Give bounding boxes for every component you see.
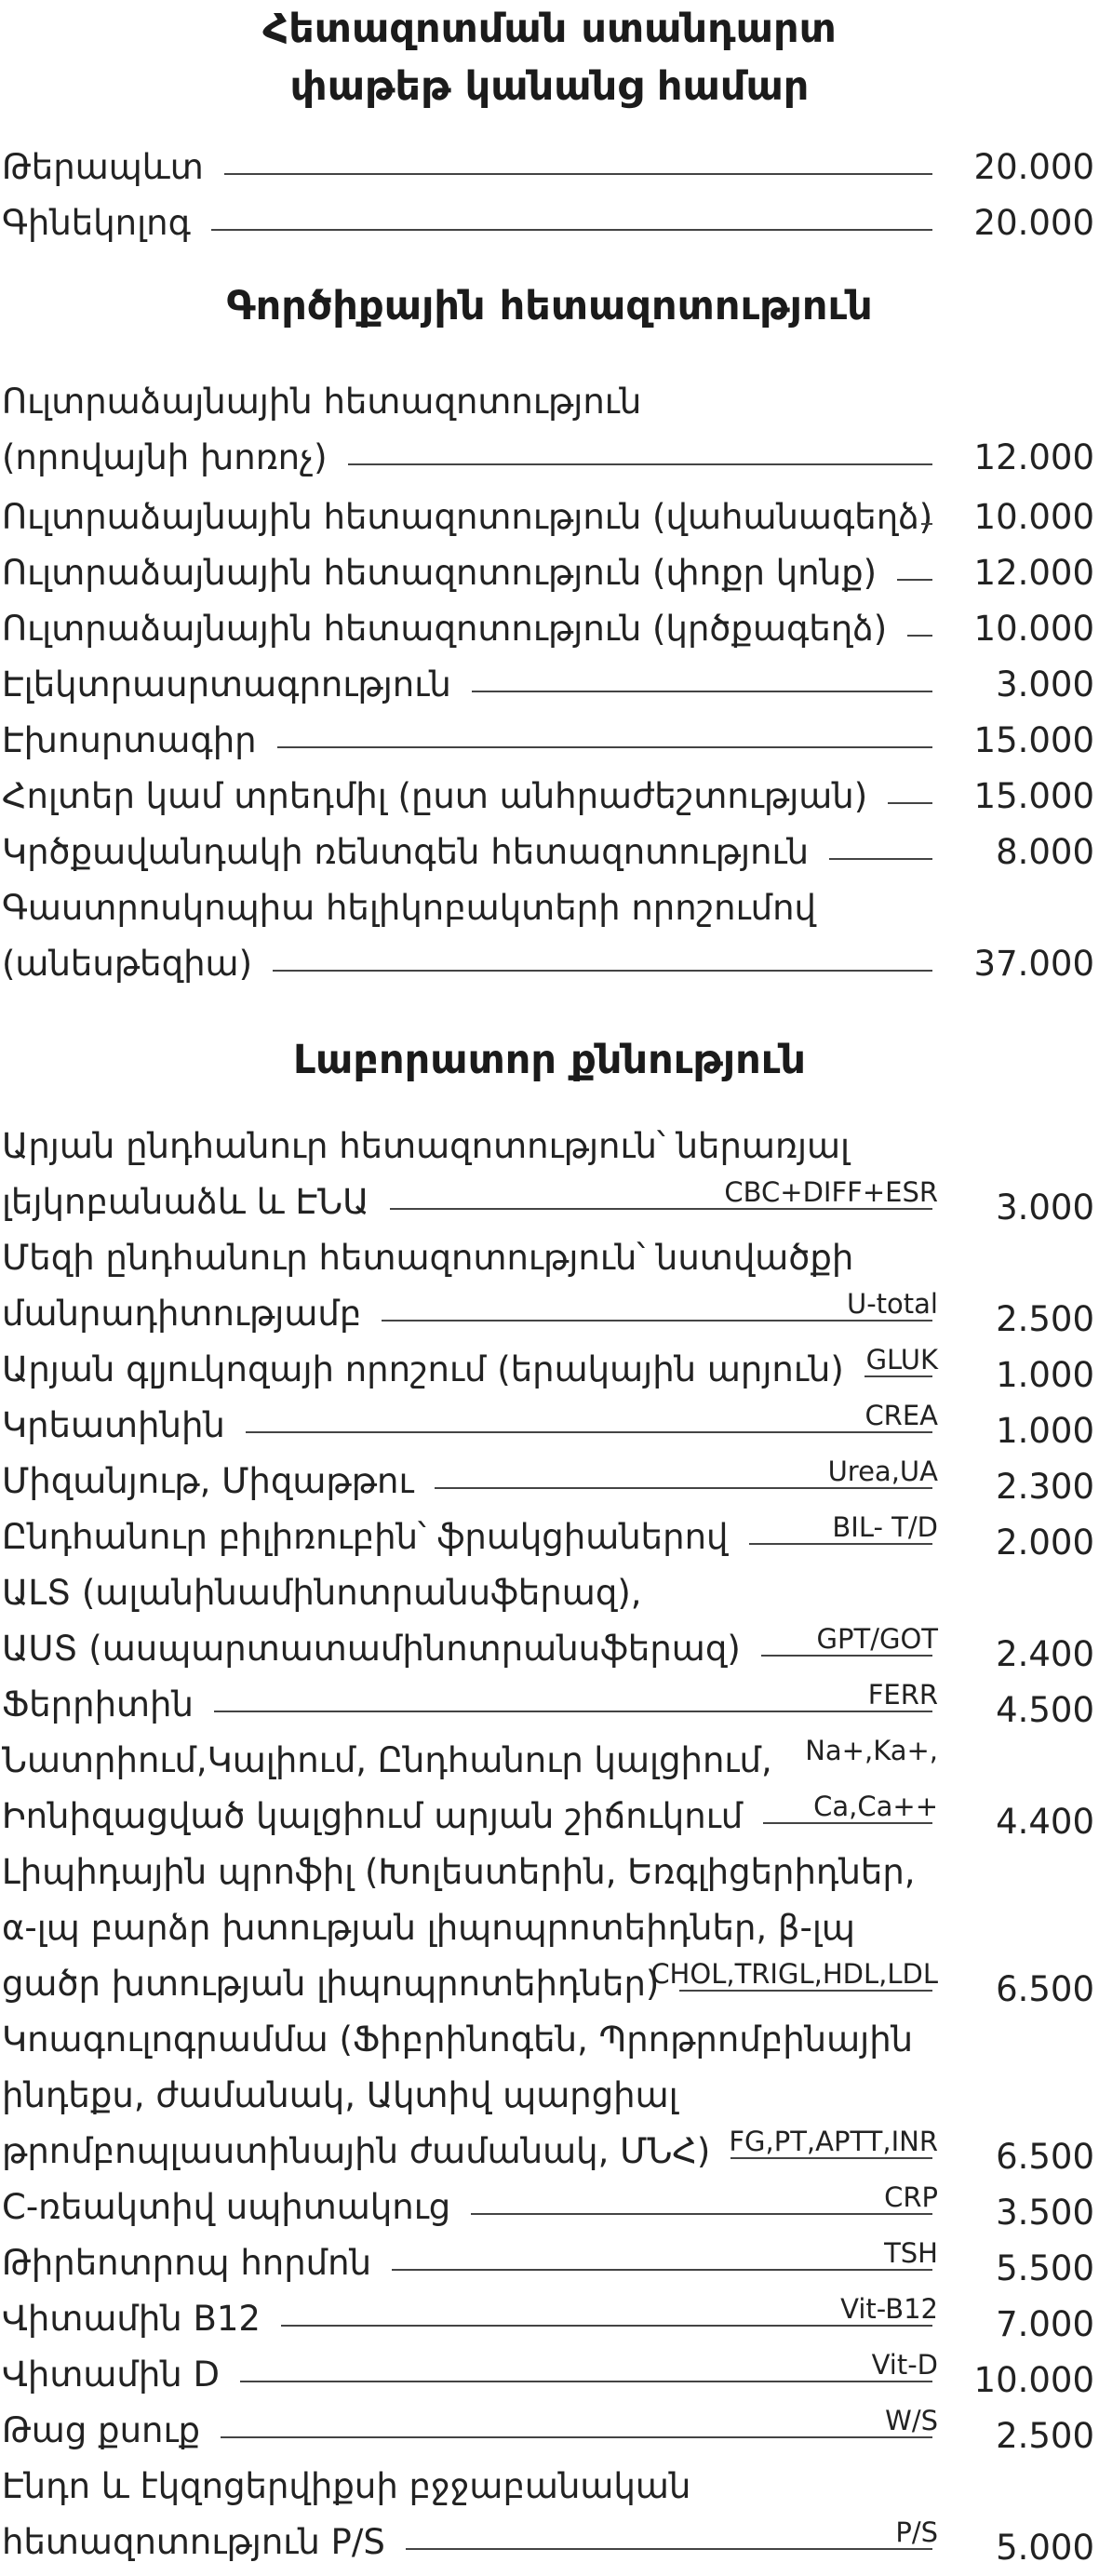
price-row — [0, 2235, 1099, 2291]
test-code: CBC+DIFF+ESR — [724, 1176, 938, 1208]
test-code: Urea,UA — [827, 1456, 938, 1487]
test-code: GLUK — [865, 1344, 938, 1375]
item-name: Ընդհանուր բիլիռուբին՝ ֆրակցիաներով — [2, 1517, 729, 1557]
leader-line — [406, 2548, 932, 2550]
leader-line — [281, 2325, 932, 2327]
item-price: 3.500 — [996, 2193, 1094, 2233]
item-price: 4.400 — [996, 1802, 1094, 1842]
price-row-continuation — [0, 1119, 1099, 1174]
item-name: ցածր խտության լիպոպրոտեիդներ) — [2, 1964, 660, 2004]
item-name: թրոմբոպլաստինային ժամանակ, ՄՆՀ) — [2, 2131, 711, 2171]
item-price: 6.500 — [996, 1969, 1094, 2009]
item-price: 10.000 — [973, 497, 1094, 537]
item-price: 15.000 — [973, 720, 1094, 760]
item-name: Ֆերրիտին — [2, 1684, 194, 1724]
leader-line — [390, 1208, 933, 1210]
price-row — [0, 713, 1099, 769]
item-name: Գաստրոսկոպիա հելիկոբակտերի որոշումով — [2, 888, 816, 928]
item-name: Կոագուլոգրամմա (Ֆիբրինոգեն, Պրոթրոմբինային — [2, 2019, 914, 2059]
item-price: 2.500 — [996, 1299, 1094, 1339]
item-price: 12.000 — [973, 437, 1094, 477]
item-name: լեյկոբանաձև և ԷՆԱ — [2, 1182, 369, 1222]
leader-line — [888, 802, 932, 804]
item-name: Ուլտրաձայնային հետազոտություն (կրծքագեղձ) — [2, 609, 888, 649]
section-heading-line: փաթեթ կանանց համար — [289, 63, 810, 110]
price-row-continuation — [0, 1565, 1099, 1621]
item-name: Հոլտեր կամ տրեդմիլ (ըստ անհրաժեշտության) — [2, 776, 868, 816]
price-row — [0, 1398, 1099, 1454]
item-price: 20.000 — [973, 203, 1094, 243]
test-code: FG,PT,APTT,INR — [729, 2126, 938, 2157]
leader-line — [471, 2213, 932, 2215]
item-name: Ուլտրաձայնային հետազոտություն (վահանագեղձ) — [2, 497, 933, 537]
price-row — [0, 490, 1099, 545]
price-row — [0, 601, 1099, 657]
price-row — [0, 195, 1099, 251]
section-heading — [0, 277, 1099, 335]
item-price: 4.500 — [996, 1690, 1094, 1730]
leader-line — [679, 1990, 932, 1992]
price-row — [0, 2291, 1099, 2347]
item-price: 5.000 — [996, 2528, 1094, 2568]
item-name: Կրեատինին — [2, 1405, 225, 1445]
leader-line — [435, 1487, 932, 1489]
item-name: Գինեկոլոգ — [2, 203, 191, 243]
test-code: W/S — [885, 2405, 938, 2436]
item-price: 2.300 — [996, 1467, 1094, 1507]
price-row — [0, 2180, 1099, 2235]
price-row-continuation — [0, 2459, 1099, 2515]
item-price: 10.000 — [973, 2360, 1094, 2400]
price-row — [0, 1677, 1099, 1733]
item-name: Վիտամին D — [2, 2355, 220, 2395]
item-name: C-ռեակտիվ սպիտակուց — [2, 2187, 451, 2227]
item-name: Մեզի ընդհանուր հետազոտություն՝ նստվածքի — [2, 1238, 854, 1278]
item-name: Միզանյութ, Միզաթթու — [2, 1461, 414, 1501]
item-name: Արյան գլյուկոզայի որոշում (երակային արյուն) — [2, 1349, 844, 1389]
price-row — [0, 2403, 1099, 2459]
leader-line — [224, 173, 932, 175]
price-row — [0, 1174, 1099, 1230]
leader-line — [273, 970, 932, 972]
price-row — [0, 1621, 1099, 1677]
test-code: P/S — [895, 2516, 938, 2548]
item-name: Էնդո և էկզոցերվիքսի բջջաբանական — [2, 2466, 691, 2506]
item-price: 12.000 — [973, 553, 1094, 593]
item-price: 15.000 — [973, 776, 1094, 816]
price-row — [0, 140, 1099, 195]
section-heading-line: Գործիքային հետազոտություն — [226, 283, 873, 329]
price-row-continuation — [0, 2068, 1099, 2124]
test-code: CREA — [864, 1400, 938, 1431]
leader-line — [277, 746, 932, 748]
item-name: Թաց քսուք — [2, 2410, 201, 2450]
item-price: 1.000 — [996, 1411, 1094, 1451]
price-row-continuation — [0, 2012, 1099, 2068]
item-price: 2.400 — [996, 1634, 1094, 1674]
price-row-continuation — [0, 1845, 1099, 1900]
price-row — [0, 657, 1099, 713]
price-row — [0, 825, 1099, 880]
item-name: Վիտամին B12 — [2, 2299, 261, 2339]
item-price: 20.000 — [973, 147, 1094, 187]
price-row — [0, 2515, 1099, 2570]
test-code: BIL- T/D — [832, 1511, 938, 1543]
test-code: Vit-D — [871, 2349, 938, 2381]
price-row — [0, 430, 1099, 486]
section-heading-line: Հետազոտման ստանդարտ — [262, 6, 837, 52]
leader-line — [472, 691, 932, 692]
item-name: Ուլտրաձայնային հետազոտություն — [2, 382, 642, 422]
test-code: TSH — [884, 2237, 938, 2269]
item-name: Արյան ընդհանուր հետազոտություն՝ ներառյալ — [2, 1126, 851, 1166]
item-price: 2.500 — [996, 2416, 1094, 2456]
price-row — [0, 936, 1099, 992]
test-code: CRP — [884, 2181, 938, 2213]
leader-line — [214, 1711, 932, 1712]
section-heading — [0, 1031, 1099, 1089]
item-name: (անեսթեզիա) — [2, 944, 253, 984]
leader-line — [864, 1375, 932, 1377]
item-name: Էլեկտրասրտագրություն — [2, 664, 451, 704]
item-name: ինդեքս, ժամանակ, Ակտիվ պարցիալ — [2, 2075, 678, 2115]
item-name: Էխոսրտագիր — [2, 720, 257, 760]
item-name: Թերապևտ — [2, 147, 204, 187]
price-row — [0, 1454, 1099, 1509]
item-price: 3.000 — [996, 664, 1094, 704]
leader-line — [246, 1431, 932, 1433]
test-code: U-total — [846, 1288, 938, 1320]
leader-line — [392, 2269, 932, 2271]
leader-line — [348, 463, 932, 465]
item-price: 10.000 — [973, 609, 1094, 649]
section-heading-line: Լաբորատոր քննություն — [293, 1037, 806, 1083]
leader-line — [761, 1655, 932, 1657]
item-name: Կրծքավանդակի ռենտգեն հետազոտություն — [2, 832, 810, 872]
item-price: 2.000 — [996, 1523, 1094, 1563]
leader-line — [240, 2381, 932, 2382]
leader-line — [382, 1320, 932, 1322]
item-name: մանրադիտությամբ — [2, 1294, 362, 1334]
item-name: ԱՍՏ (ասպարտատամինոտրանսֆերազ) — [2, 1629, 741, 1669]
price-row — [0, 1509, 1099, 1565]
test-code: FERR — [867, 1679, 938, 1711]
item-price: 3.000 — [996, 1187, 1094, 1228]
leader-line — [221, 2436, 932, 2438]
section-heading — [0, 0, 1099, 115]
item-name: Նատրիում,Կալիում, Ընդհանուր կալցիում, — [2, 1740, 772, 1780]
item-name: Ուլտրաձայնային հետազոտություն (փոքր կոնք) — [2, 553, 878, 593]
item-name: հետազոտություն P/S — [2, 2522, 385, 2562]
leader-line — [749, 1543, 933, 1545]
test-code: Vit-B12 — [840, 2293, 938, 2325]
test-code: Ca,Ca++ — [813, 1791, 938, 1822]
price-row-continuation — [0, 374, 1099, 430]
item-price: 37.000 — [973, 944, 1094, 984]
price-row — [0, 1342, 1099, 1398]
leader-line — [907, 635, 932, 637]
leader-line — [921, 523, 932, 525]
item-price: 8.000 — [996, 832, 1094, 872]
item-name: Թիրեոտրոպ հորմոն — [2, 2243, 372, 2283]
price-row-continuation — [0, 880, 1099, 936]
price-row — [0, 2124, 1099, 2180]
price-row — [0, 769, 1099, 825]
item-name: Իոնիզացված կալցիում արյան շիճուկում — [2, 1796, 744, 1836]
item-name: Լիպիդային պրոֆիլ (Խոլեստերին, Եռգլիցերիդներ, — [2, 1852, 916, 1892]
leader-line — [829, 858, 932, 860]
price-row-continuation — [0, 1230, 1099, 1286]
test-code: Na+,Ka+, — [805, 1735, 938, 1766]
item-price: 6.500 — [996, 2137, 1094, 2177]
leader-line — [763, 1822, 932, 1824]
leader-line — [730, 2157, 932, 2159]
item-name: α-լպ բարձր խտության լիպոպրոտեիդներ, β-լպ — [2, 1908, 855, 1948]
test-code: GPT/GOT — [816, 1623, 938, 1655]
price-row — [0, 545, 1099, 601]
price-row — [0, 1286, 1099, 1342]
price-row — [0, 1956, 1099, 2012]
item-price: 7.000 — [996, 2304, 1094, 2344]
price-row-continuation — [0, 1900, 1099, 1956]
price-row — [0, 2347, 1099, 2403]
item-name: (որովայնի խոռոչ) — [2, 437, 328, 477]
item-price: 5.500 — [996, 2248, 1094, 2288]
test-code: CHOL,TRIGL,HDL,LDL — [650, 1958, 938, 1990]
leader-line — [897, 579, 932, 581]
item-price: 1.000 — [996, 1355, 1094, 1395]
item-name: ԱԼՏ (ալանինամինոտրանսֆերազ), — [2, 1573, 642, 1613]
leader-line — [211, 229, 932, 231]
